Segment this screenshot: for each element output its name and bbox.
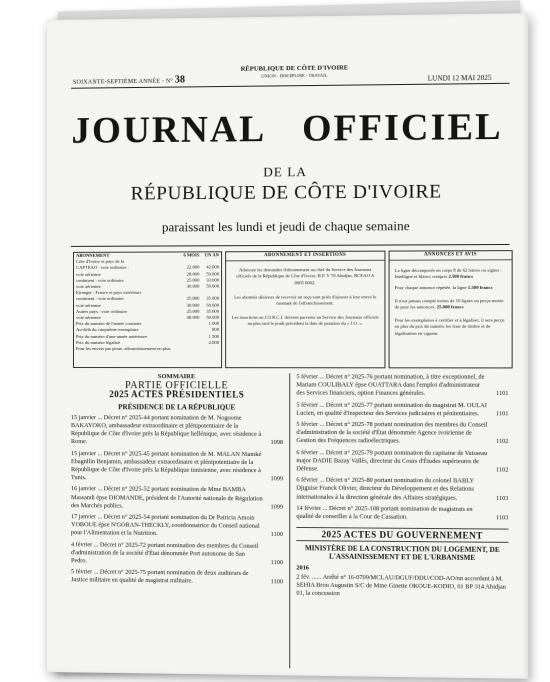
subscription-table: ABONNEMENT 6 MOIS UN AN Côte d'Ivoire et pays de la CAPTEAO : voie ordinaire : 22.000 42.000 voie aérienne 28.000 59.000 contiment : voie ordinaire 25.000 33.000 voie aérienne 30.000 59.000 Etranger : France et pays extérieurs contiment : voie ordinaire 25.000 35.000 voie aérienne 30.000 59.000 Autres pays : voie ordinaire 25.000 35.000 voie aérienne 48.000 50.000 Prix du numéro de l'année courante 1.000 Au-delà du cinquième exemplaire 800 Prix du numéro d'une année antérieure 1.500 Prix du numéro légalisé 2.000 Pour les envois par poste, affranchissement en plus. [74,252,221,352]
masthead-rule [71,244,510,247]
decree-text: 5 février ... Décret n° 2025-76 portant nomination, à titre exceptionnel, de Mariam COULIBALY épse OUATTARA dans l'emploi d'administrateur des Services financiers, option Finances générales. [296,373,485,398]
motto: UNION - DISCIPLINE - TRAVAIL [261,72,328,79]
insertions-p2: Les abonnés désireux de recevoir un reçu sont priés d'ajouter à leur envoi le montant de l'affranchissement. [234,294,377,306]
sommaire-left-column [71,373,283,590]
page-number: 1101 [495,410,509,418]
announcements-box: ANNONCES ET AVIS La ligne décomposée en corps 8 de 62 lettres ou signes : Intelligne et blancs compris 2.500 francs Pour chaque annonce répétée, la ligne 1.500 francs Il n'est jamais compté moins de 10 lignes ou perçu moins de pour les annonces. 25.000 francs Pour les exemplaires à certifier et à légaliser, il sera perçu en plus du prix du numéro les frais de timbre et de légalisation en vigueur. [389,250,513,368]
decree-entry [71,513,283,539]
decree-entry [296,373,508,398]
masthead-title: JOURNAL OFFICIEL [71,106,503,152]
issue-line: SOIXANTE-SEPTIÈME ANNÉE - N° 38 [72,74,186,86]
actes-presidentiels: 2025 ACTES PRÉSIDENTIELS [109,389,245,400]
partie-officielle: PARTIE OFFICIELLE [125,380,229,392]
decree-entry [296,477,508,503]
subscription-row: contiment : voie ordinaire 25.000 35.000 [75,296,220,302]
subscription-row: Etranger : France et pays extérieurs [75,289,142,296]
decree-text: 5 février ... Décret n° 2025-77 portant nomination du magistrat M. OULAI Lucien, en qualité d'inspecteur des Services judiciaires et pénitentiaires. [296,401,487,418]
presidence-heading: PRÉSIDENCE DE LA RÉPUBLIQUE [118,402,236,412]
insertions-p3: Les insertions au J.O.R.C.I. doivent parvenir au Service des Journaux officiels au plus tard le jeudi précédent la date de parution du « J.O. ». [231,314,379,327]
decree-text: 15 janvier ... Décret n° 2025-44 portant nomination de M. Nogoome BAKAYOKO, ambassadeur extraordinaire et plénipotentiaire de la République de Côte d'Ivoire près la République hellénique, avec résidence à Rome. [70,413,262,446]
page-number: 1100 [270,531,284,539]
decree-entry [71,541,283,568]
subscription-row: Au-delà du cinquième exemplaire 800 [75,327,220,333]
decree-text: 16 janvier ... Décret n° 2025-52 portant nomination de Mme BAMBA Massandi épse DIOMANDE, président de l'Autorité nationale de Régulation des Marchés publics. [70,485,263,510]
insertions-p1: Adressez les demandes d'abonnement au chef du Service des Journaux officiels de la République de Côte d'Ivoire, B.P. V 70 Abidjan, BCEAO A 0005 0002. [236,267,375,285]
decree-text: 5 février ... Décret n° 2025-78 portant nomination des membres du Conseil d'administration de la société d'État dénommée Agence ivoirienne de Gestion des Fréquences radioélectriques. [296,420,488,445]
sommaire-right-column [296,373,508,600]
page-number: 1101 [495,390,509,398]
masthead-de-la: DE LA [263,163,308,180]
masthead-country: RÉPUBLIQUE DE CÔTE D'IVOIRE [130,181,442,205]
issue-number: 38 [174,74,186,86]
sommaire-heading: SOMMAIRE [157,373,196,381]
page-number: 1098 [270,439,284,447]
subscription-row: Pour les envois par poste, affranchissement en plus. [75,346,172,352]
page-number: 1102 [495,466,509,474]
subscription-row: contiment : voie ordinaire 25.000 33.000 [75,277,220,283]
subscription-row: Côte d'Ivoire et pays de la [75,258,125,265]
subscription-row: voie aérienne 30.000 59.000 [75,283,220,289]
subscription-row: Prix du numéro de l'année courante 1.000 [75,321,220,327]
journal-page [47,13,528,679]
subscription-row: voie aérienne 48.000 50.000 [75,314,220,320]
decree-entry [71,568,283,587]
decree-entry [296,401,508,418]
subscription-row: CAPTEAO : voie ordinaire : 22.000 42.000 [75,264,220,271]
page-number: 1103 [495,514,509,522]
decree-entry [71,450,283,484]
decree-text: 17 janvier ... Décret n° 2025-54 portant nomination du Dr Patricia Amoin YOBOUE épse N'GORAN-THECKLY, coordonnatrice du Conseil national pour l'Alimentation et la Nutrition. [70,513,260,538]
subscription-row: Prix du numéro légalisé 2.000 [75,339,220,345]
ministere-heading: MINISTÈRE DE LA CONSTRUCTION DU LOGEMENT, DE L'ASSAINISSEMENT ET DE L'URBANISME [304,544,500,563]
page-number: 1099 [270,503,284,511]
subscription-row: voie aérienne 30.000 59.000 [75,302,220,308]
decree-entry [296,421,508,447]
decree-text: 4 février ... Décret n° 2025-72 portant nomination des membres du Conseil d'administration de la société d'État dénommée Port autonome de San Pedro. [70,540,259,565]
page-number: 1103 [495,494,509,502]
decree-entry [71,486,283,512]
column-divider [289,373,290,668]
decree-text: 5 février ... Décret n° 2025-75 portant nomination de deux auditeurs de Justice militaire en qualité de magistrat militaire. [70,568,249,585]
subscription-row: Autres pays : voie ordinaire 25.000 35.000 [75,308,220,314]
page-number: 1102 [495,438,509,446]
decree-entry [296,505,508,523]
page-number: 1100 [270,578,284,586]
masthead-schedule: paraissant les lundi et jeudi de chaque semaine [161,218,410,235]
actes-gouvernement: 2025 ACTES DU GOUVERNEMENT [296,527,508,543]
issue-date: LUNDI 12 MAI 2025 [427,73,492,83]
decree-text: 6 février ... Décret n° 2025-79 portant nomination du capitaine de Vaisseau major DADIE Bazay Vallès, directeur du Cours d'Études supérieures de Défense. [296,448,488,473]
arrete-entry: 2 fév. ...... Arrêté n° 16-0709/MCLAU/DGUF/DDU/COD-AO/nn accordant à M. SEHIA Brou Augustin S/C de Mme Ginette OKOUE-KODIO, 01 BP 314 Abidjan 01, la concession [296,573,507,598]
decree-entry [296,449,508,475]
insertions-box: ABONNEMENT ET INSERTIONS Adressez les demandes d'abonnement au chef du Service des Journaux officiels de la République de Côte d'Ivoire, B.P. V 70 Abidjan, BCEAO A 0005 0002. Les abonnés désireux de recevoir un reçu sont priés d'ajouter à leur envoi le montant de l'affranchissement. Les insertions au J.O.R.C.I. doivent parvenir au Service des Journaux officiels au plus tard le jeudi précédent la date de parution du « J.O. ». [225,251,385,369]
page-number: 1100 [270,559,284,567]
page-number: 1099 [270,475,284,483]
subscription-row: voie aérienne 28.000 59.000 [75,271,220,277]
decree-text: 15 janvier ... Décret n° 2025-45 portant nomination de M. MALAN Niamké Ebagnllin Benjamin, ambassadeur extraordinaire et plénipotentiaire de la République de Côte d'Ivoire près la République tunisienne, avec résidence à Tunis. [70,449,262,482]
subscription-row: Prix du numéro d'une année antérieure 1.500 [75,333,220,339]
decree-text: 6 février ... Décret n° 2025-80 portant nomination du colonel BABLY Djiguise Franck Olivier, directeur du Développement et des Relations internationales à la direction générale des Affaires stratégiques. [296,476,475,502]
subscription-box [73,251,222,368]
header-republic: RÉPUBLIQUE DE CÔTE D'IVOIRE UNION - DISCIPLINE - TRAVAIL [223,64,366,79]
year-label: 2016 [296,564,309,573]
decree-entry [71,414,283,448]
decree-text: 14 février ... Décret n° 2025-108 portant nomination de magistrats en qualité de conseiller à la Cour de Cassation. [296,504,473,521]
